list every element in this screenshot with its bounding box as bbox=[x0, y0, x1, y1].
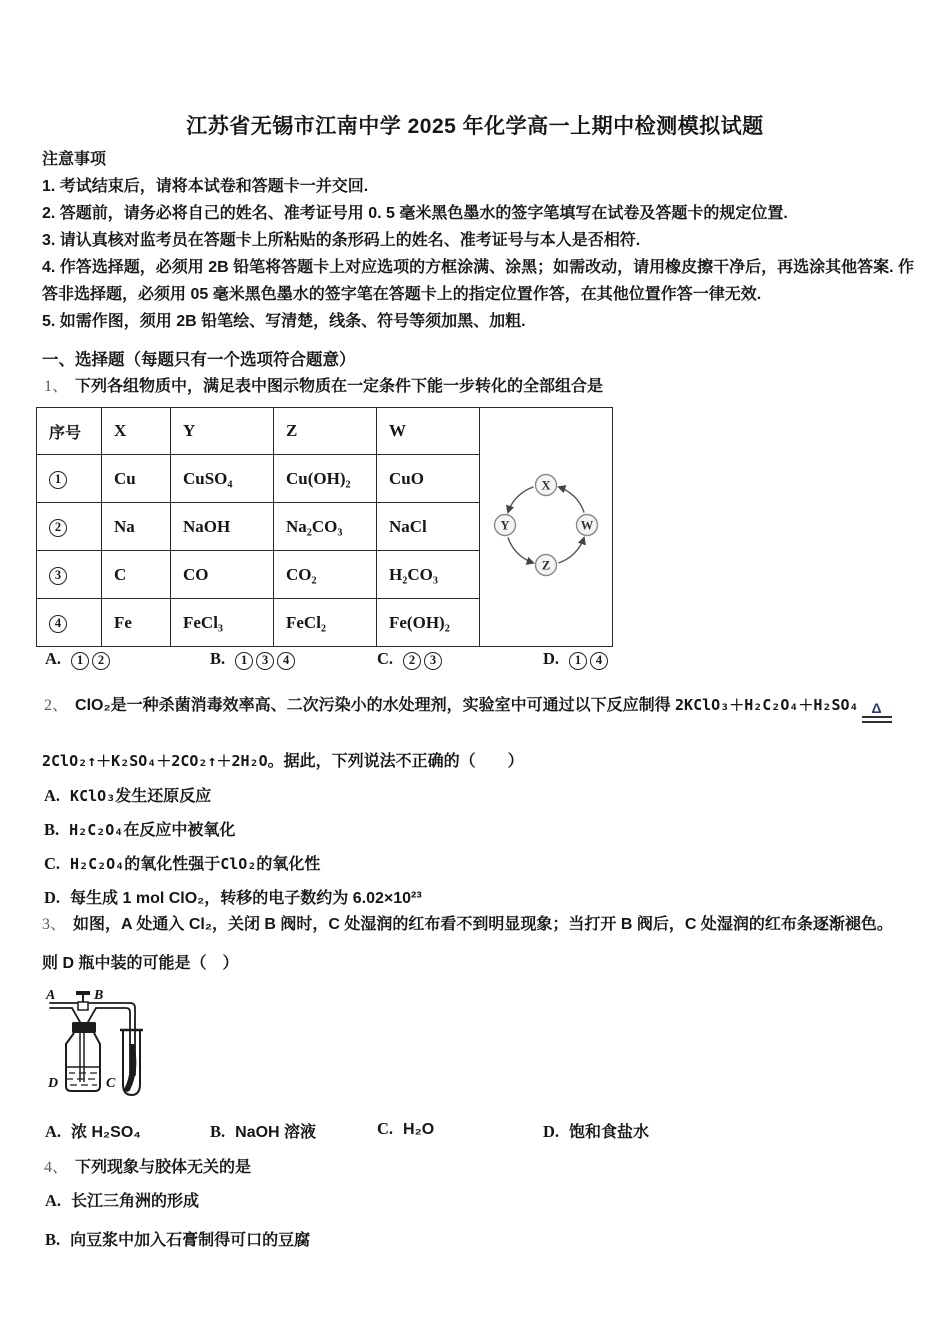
table-cell: CO₂ bbox=[274, 551, 377, 599]
circled-number: 1 bbox=[569, 652, 587, 670]
option-c bbox=[44, 851, 422, 874]
reaction-formula-right: 2ClO₂↑＋K₂SO₄＋2CO₂↑＋2H₂O bbox=[42, 752, 268, 770]
circled-number: 4 bbox=[49, 615, 67, 633]
equals-with-delta bbox=[862, 702, 892, 723]
circled-number: 2 bbox=[403, 652, 421, 670]
question-3-options bbox=[45, 1119, 649, 1142]
option-c bbox=[377, 1119, 543, 1142]
question-2-stem bbox=[44, 692, 944, 723]
option-label: B. bbox=[44, 820, 60, 839]
cycle-diagram-cell bbox=[480, 408, 613, 647]
circled-number: 1 bbox=[71, 652, 89, 670]
cycle-diagram bbox=[483, 468, 609, 582]
table-cell-index bbox=[37, 599, 102, 647]
notice-item: 2. 答题前，请务必将自己的姓名、准考证号用 0. 5 毫米黑色墨水的签字笔填写在试卷及答题卡的规定位置. bbox=[42, 205, 788, 222]
circled-number: 3 bbox=[256, 652, 274, 670]
table-cell: NaCl bbox=[377, 503, 480, 551]
option-label: A. bbox=[45, 1122, 62, 1141]
question-4-number: 4、 bbox=[44, 1159, 69, 1176]
question-3-text: 如图，A 处通入 Cl₂，关闭 B 阀时，C 处湿润的红布看不到明显现象；当打开 B 阀后，C 处湿润的红布条逐渐褪色。 bbox=[73, 916, 893, 933]
option-formula: H₂C₂O₄ bbox=[70, 855, 125, 873]
option-text: 长江三角洲的形成 bbox=[71, 1193, 200, 1210]
table-header-cell: Z bbox=[274, 408, 377, 455]
figure-label-a: A bbox=[46, 988, 56, 1003]
table-cell-index bbox=[37, 455, 102, 503]
option-text: H₂O bbox=[403, 1121, 435, 1138]
reaction-formula-left: 2KClO₃＋H₂C₂O₄＋H₂SO₄ bbox=[675, 696, 859, 714]
question-1-number: 1、 bbox=[44, 378, 69, 395]
question-2-number: 2、 bbox=[44, 697, 69, 714]
circled-number: 4 bbox=[277, 652, 295, 670]
figure-label-d: D bbox=[48, 1076, 59, 1091]
table-cell: Cu bbox=[102, 455, 171, 503]
node-label: X bbox=[541, 478, 551, 492]
question-3-stem bbox=[42, 911, 942, 934]
question-3-number: 3、 bbox=[42, 916, 67, 933]
table-cell: Na bbox=[102, 503, 171, 551]
table-cell: H₂CO₃ bbox=[377, 551, 480, 599]
table-cell: CuO bbox=[377, 455, 480, 503]
question-1-stem bbox=[44, 373, 603, 396]
table-header-row bbox=[37, 408, 613, 455]
red-cloth-strip bbox=[124, 1044, 136, 1092]
question-1-text: 下列各组物质中，满足表中图示物质在一定条件下能一步转化的全部组合是 bbox=[75, 378, 604, 395]
option-text: 每生成 1 mol ClO₂，转移的电子数约为 6.02×10²³ bbox=[70, 890, 422, 907]
arrow-y-to-z bbox=[508, 537, 534, 563]
option-label: C. bbox=[377, 1119, 394, 1138]
option-formula: ClO₂ bbox=[220, 855, 257, 873]
table-cell-index bbox=[37, 503, 102, 551]
option-text: NaOH 溶液 bbox=[235, 1124, 317, 1141]
option-b bbox=[210, 649, 377, 670]
question-4-option-b bbox=[45, 1227, 310, 1250]
table-header-cell: X bbox=[102, 408, 171, 455]
liquid-dashes bbox=[67, 1073, 97, 1085]
section-heading: 一、选择题（每题只有一个选项符合题意） bbox=[42, 351, 356, 369]
option-a bbox=[45, 1119, 210, 1142]
arrow-w-to-x bbox=[558, 486, 584, 512]
funnel-arm-right bbox=[88, 1008, 96, 1022]
circled-number: 3 bbox=[49, 567, 67, 585]
option-label: C. bbox=[44, 854, 61, 873]
option-label: D. bbox=[44, 888, 61, 907]
table-header-cell: 序号 bbox=[37, 408, 102, 455]
stopcock-valve bbox=[76, 991, 90, 1010]
valve-body bbox=[78, 1002, 88, 1010]
valve-handle bbox=[76, 991, 90, 995]
notice-item: 3. 请认真核对监考员在答题卡上所粘贴的条形码上的姓名、准考证号与本人是否相符. bbox=[42, 232, 641, 249]
option-label: C. bbox=[377, 649, 394, 668]
table-cell: FeCl₃ bbox=[171, 599, 274, 647]
option-label: D. bbox=[543, 649, 560, 668]
option-d bbox=[44, 885, 422, 908]
table-header-cell: Y bbox=[171, 408, 274, 455]
option-text: 的氧化性强于 bbox=[124, 856, 221, 873]
figure-label-c: C bbox=[106, 1076, 116, 1091]
option-text: 向豆浆中加入石膏制得可口的豆腐 bbox=[70, 1232, 311, 1249]
question-4-stem bbox=[44, 1154, 251, 1177]
option-formula: H₂C₂O₄ bbox=[69, 821, 124, 839]
circled-number: 1 bbox=[235, 652, 253, 670]
option-label: B. bbox=[210, 649, 226, 668]
option-text: 发生还原反应 bbox=[115, 788, 212, 805]
table-cell: Na₂CO₃ bbox=[274, 503, 377, 551]
circled-number: 1 bbox=[49, 471, 67, 489]
node-label: Z bbox=[541, 558, 551, 572]
circled-number: 2 bbox=[49, 519, 67, 537]
delta-symbol: Δ bbox=[871, 700, 882, 716]
table-cell: NaOH bbox=[171, 503, 274, 551]
bottle-outline bbox=[66, 1033, 100, 1091]
question-2-options bbox=[44, 783, 422, 919]
table-cell: FeCl₂ bbox=[274, 599, 377, 647]
option-text: 的氧化性 bbox=[256, 856, 321, 873]
option-label: D. bbox=[543, 1122, 560, 1141]
table-cell: Cu(OH)₂ bbox=[274, 455, 377, 503]
circled-number: 2 bbox=[92, 652, 110, 670]
node-label: W bbox=[580, 518, 594, 532]
table-cell: CO bbox=[171, 551, 274, 599]
option-a bbox=[45, 649, 210, 670]
option-b bbox=[44, 817, 422, 840]
circled-number: 3 bbox=[424, 652, 442, 670]
question-4-option-a bbox=[45, 1188, 199, 1211]
option-label: A. bbox=[45, 1191, 62, 1210]
figure-label-b: B bbox=[94, 988, 104, 1003]
option-text: 饱和食盐水 bbox=[569, 1124, 650, 1141]
page-title: 江苏省无锡市江南中学 2025 年化学高一上期中检测模拟试题 bbox=[186, 115, 764, 138]
question-3-stem-line2: 则 D 瓶中装的可能是（ ） bbox=[42, 955, 239, 972]
table-cell: Fe bbox=[102, 599, 171, 647]
node-label: Y bbox=[500, 518, 510, 532]
delivery-tube-inner bbox=[96, 1008, 130, 1075]
double-line bbox=[862, 716, 892, 723]
notice-block bbox=[42, 146, 924, 335]
option-label: B. bbox=[210, 1122, 226, 1141]
option-text: 在反应中被氧化 bbox=[123, 822, 236, 839]
question-1-options bbox=[45, 649, 608, 670]
table-header-cell: W bbox=[377, 408, 480, 455]
option-c bbox=[377, 649, 543, 670]
option-label: B. bbox=[45, 1230, 61, 1249]
question-2-rest: 。据此，下列说法不正确的（ ） bbox=[267, 753, 524, 770]
option-label: A. bbox=[45, 649, 62, 668]
arrow-z-to-w bbox=[558, 537, 584, 563]
circled-number: 4 bbox=[590, 652, 608, 670]
apparatus-figure bbox=[14, 986, 164, 1101]
arrow-x-to-y bbox=[508, 486, 534, 512]
question-2-stem-line2 bbox=[42, 748, 524, 771]
option-text: 浓 H₂SO₄ bbox=[71, 1124, 141, 1141]
option-label: A. bbox=[44, 786, 61, 805]
option-a bbox=[44, 783, 422, 806]
question-4-text: 下列现象与胶体无关的是 bbox=[75, 1159, 252, 1176]
option-formula: KClO₃ bbox=[70, 787, 116, 805]
table-cell: CuSO₄ bbox=[171, 455, 274, 503]
notice-heading: 注意事项 bbox=[42, 151, 107, 168]
table-cell: Fe(OH)₂ bbox=[377, 599, 480, 647]
table-cell: C bbox=[102, 551, 171, 599]
notice-item: 5. 如需作图，须用 2B 铅笔绘、写清楚，线条、符号等须加黑、加粗. bbox=[42, 313, 526, 330]
option-d bbox=[543, 649, 608, 670]
notice-item: 4. 作答选择题，必须用 2B 铅笔将答题卡上对应选项的方框涂满、涂黑；如需改动，请用橡皮擦干净后，再选涂其他答案. 作答非选择题，必须用 05 毫米黑色墨水的签字笔在答题卡上的指定位置作答，在其他位置作答一律无效. bbox=[42, 259, 915, 303]
notice-item: 1. 考试结束后，请将本试卷和答题卡一并交回. bbox=[42, 178, 369, 195]
option-b bbox=[210, 1119, 377, 1142]
question-2-intro: ClO₂是一种杀菌消毒效率高、二次污染小的水处理剂，实验室中可通过以下反应制得 bbox=[75, 697, 676, 714]
option-d bbox=[543, 1119, 649, 1142]
table-cell-index bbox=[37, 551, 102, 599]
question-1-table bbox=[36, 407, 613, 647]
